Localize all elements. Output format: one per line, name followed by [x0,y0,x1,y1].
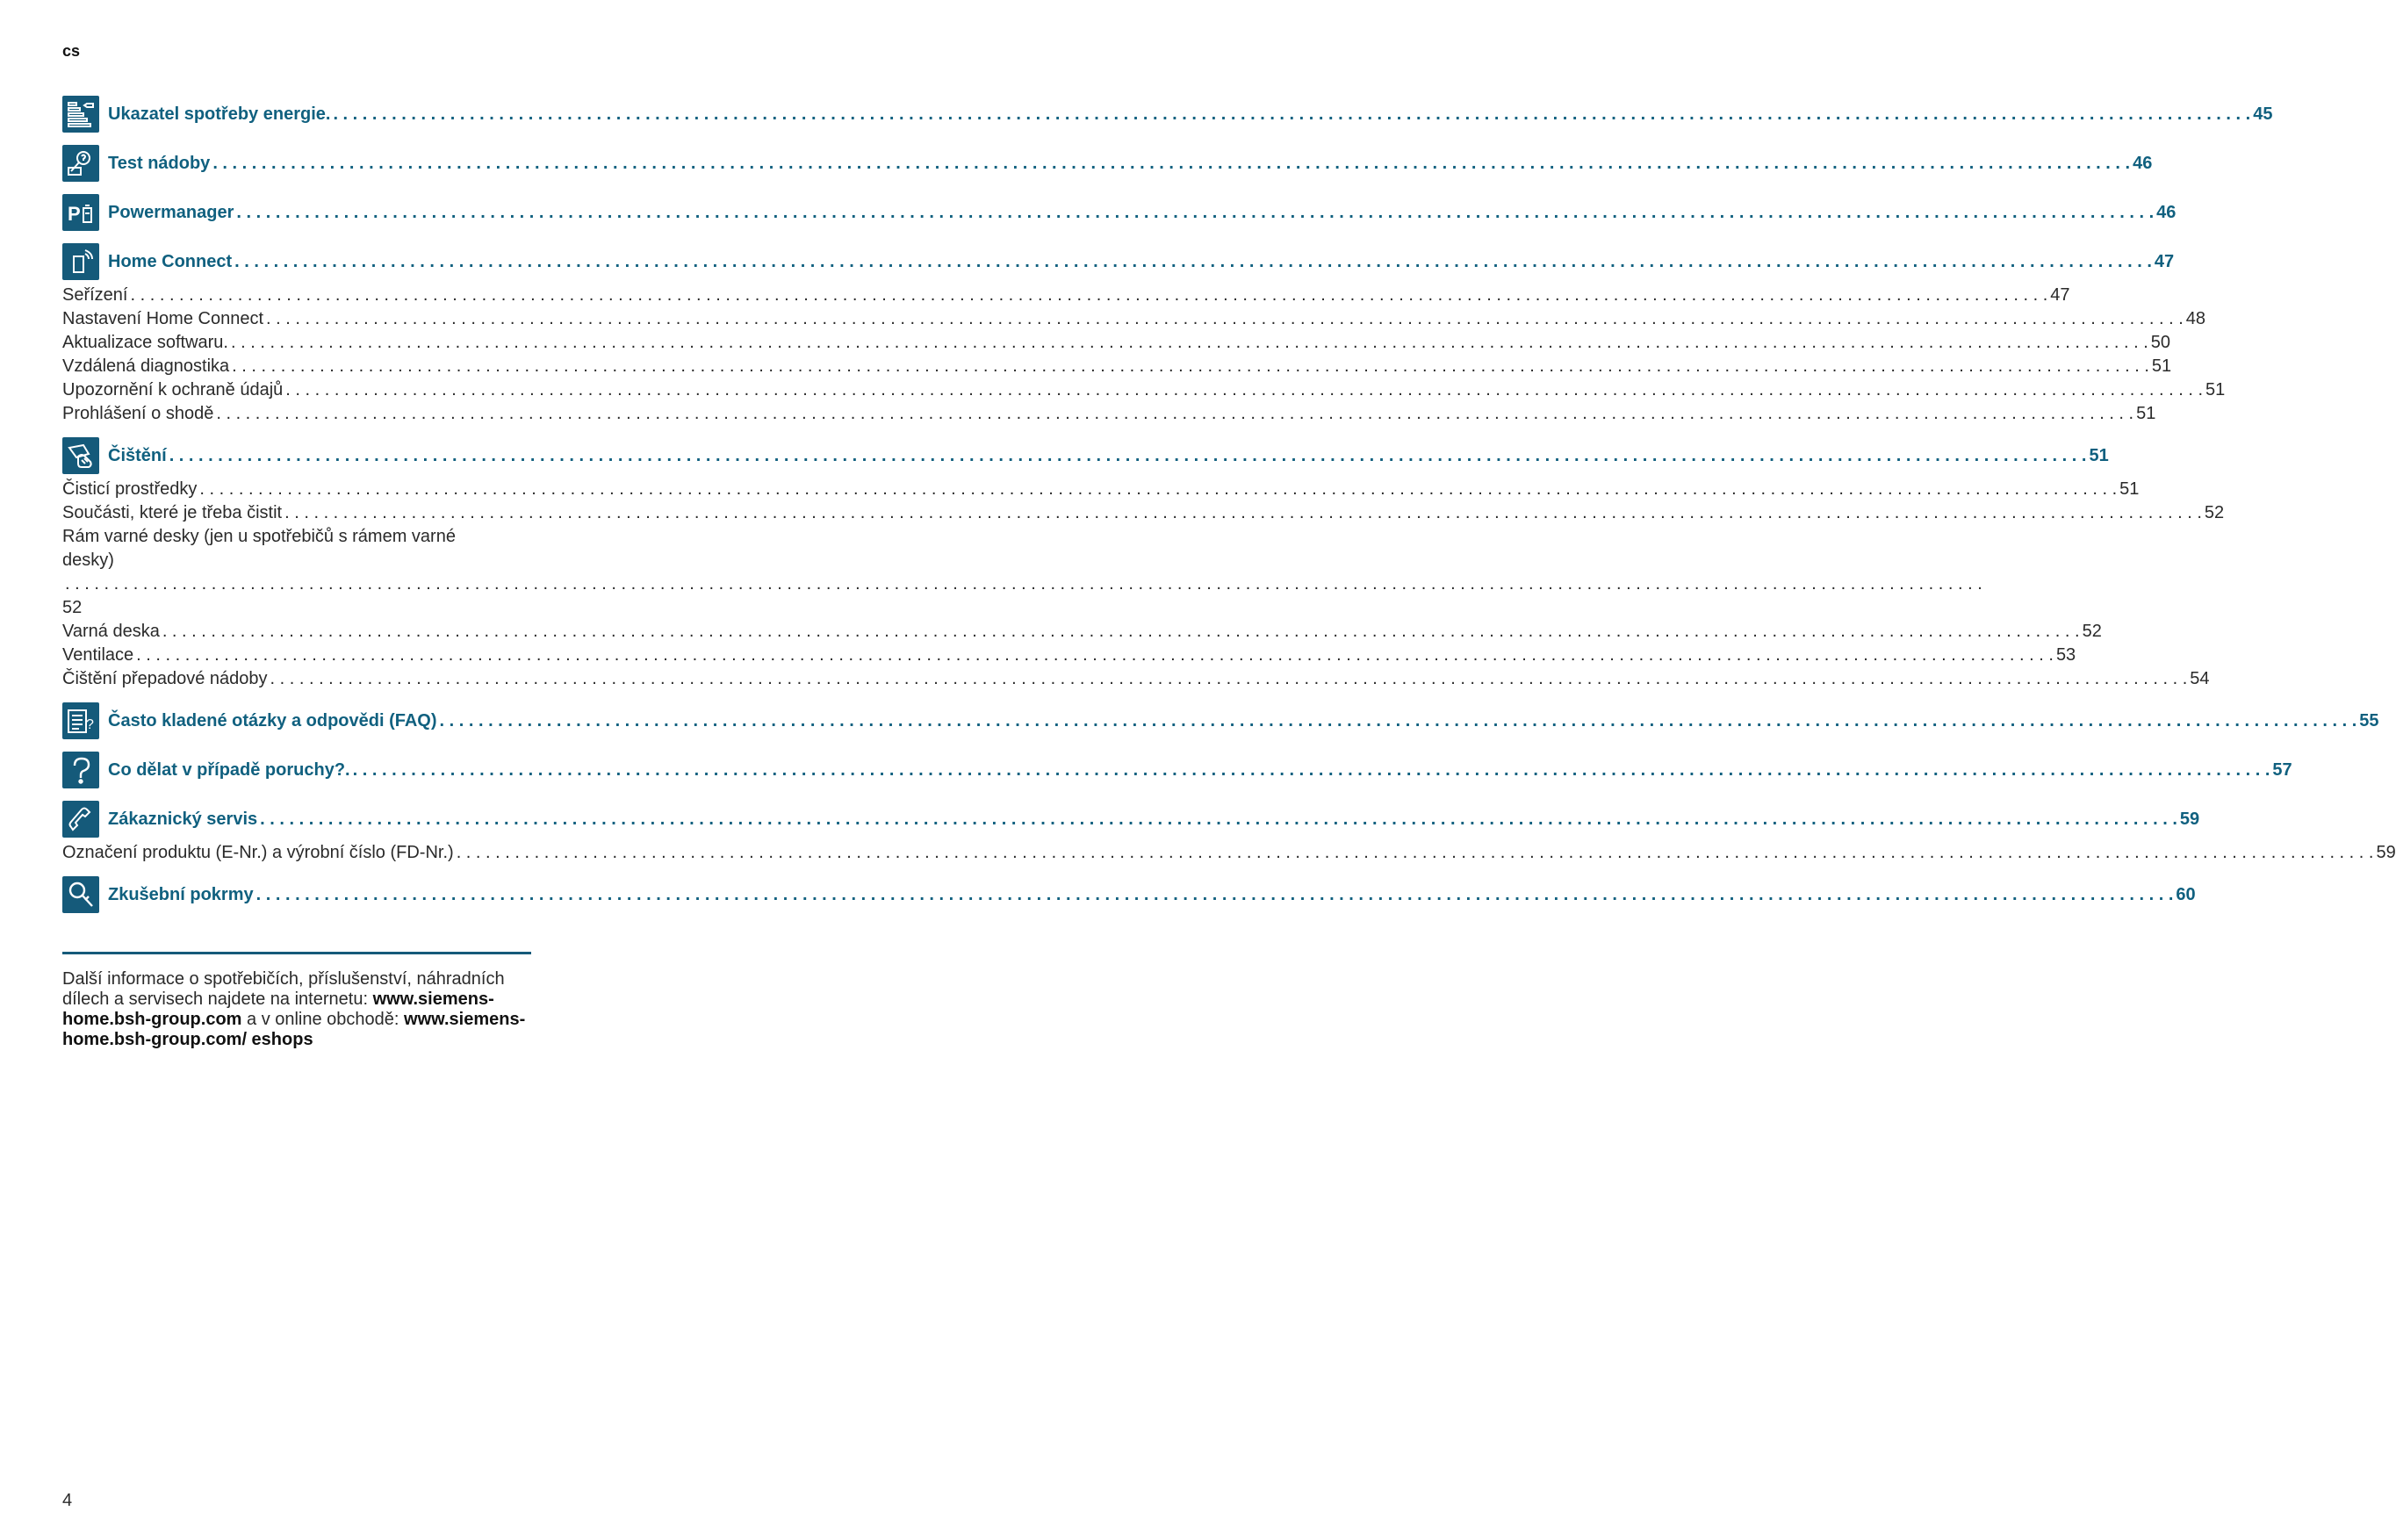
dot-leader [260,810,2177,830]
toc-heading-title: Powermanager [108,202,234,222]
dot-leader [270,667,2188,691]
toc-heading-title: Test nádoby [108,153,211,173]
toc-subitem[interactable]: Varná deska . . . 52 [62,620,531,644]
toc-subitem[interactable]: Ventilace . . . 53 [62,644,531,667]
toc-page: 60 [2176,884,2196,904]
dot-leader [232,355,2149,378]
more-info-paragraph [62,969,531,1050]
dot-leader [130,284,2047,307]
toc-subitem[interactable]: Označení produktu (E-Nr.) a výrobní číslo (FD-Nr.) . . . 59 [62,841,531,865]
toc-heading-title: Home Connect [108,251,233,271]
pan-test-icon [62,145,99,182]
dot-leader [353,760,2270,781]
info-text: a v online obchodě: [241,1010,405,1029]
toc-heading-title: Čištění [108,445,167,465]
toc-page: 45 [2253,104,2273,124]
svg-text:?: ? [86,717,94,732]
toc-subsection-list [62,284,2226,426]
dot-leader [333,104,2250,125]
toc-subitem[interactable]: Čištění přepadové nádoby . . . 54 [62,667,531,691]
toc-heading[interactable] [62,875,2196,914]
toc-heading[interactable] [62,193,2177,232]
toc-subitem[interactable]: Prohlášení o shodě . . . 51 [62,402,531,426]
toc-page: 57 [2272,759,2292,780]
dot-leader [162,620,2080,644]
toc-heading[interactable] [62,95,2273,133]
toc-heading-title: Zkušební pokrmy [108,884,254,904]
page-number: 4 [62,1491,73,1510]
dot-leader [136,644,2054,667]
toc-page: 46 [2133,153,2153,173]
powermanager-icon [62,194,99,231]
dot-leader [284,501,2202,525]
website-link[interactable]: www.siemens-home.bsh-group.com [62,989,494,1029]
cleaning-icon [62,437,99,474]
toc-page: 47 [2154,251,2175,271]
toc-page: 51 [2089,445,2109,465]
toc-heading[interactable] [62,800,2200,838]
dot-leader [440,711,2357,731]
toc-subitem[interactable]: Rám varné desky (jen u spotřebičů s rámem varné desky) . . . 52 [62,525,531,620]
dot-leader [256,885,2174,905]
toc-heading[interactable] [62,436,2109,475]
toc-subitem[interactable]: Součásti, které je třeba čistit . . . 52 [62,501,531,525]
home-connect-icon [62,243,99,280]
toc-heading[interactable] [62,144,2153,183]
table-of-contents [62,95,2396,914]
toc-page: 59 [2179,809,2200,829]
toc-subitem[interactable]: Čisticí prostředky . . . 51 [62,478,531,501]
section-divider [62,952,531,954]
dot-leader [65,572,1982,596]
language-code: cs [62,42,81,60]
dot-leader [212,154,2130,174]
toc-subitem[interactable]: Upozornění k ochraně údajů . . . 51 [62,378,531,402]
toc-page: 55 [2359,710,2379,730]
toc-heading[interactable] [62,702,2379,740]
dot-leader [457,841,2374,865]
toc-page: 46 [2156,202,2177,222]
toc-subsection-list [62,841,2396,865]
faq-icon [62,702,99,739]
phone-icon [62,801,99,838]
toc-subitem[interactable]: Seřízení . . . 47 [62,284,531,307]
dot-leader [236,203,2154,223]
dot-leader [169,446,2087,466]
svg-text:P: P [68,203,81,225]
dot-leader [199,478,2117,501]
toc-heading-title: Co dělat v případě poruchy?. [108,759,350,780]
magnifier-icon [62,876,99,913]
dot-leader [216,402,2133,426]
dot-leader [234,252,2152,272]
toc-heading[interactable] [62,242,2175,281]
toc-subitem[interactable]: Aktualizace softwaru. . . . 50 [62,331,531,355]
dot-leader [285,378,2203,402]
toc-subsection-list [62,478,2225,691]
dot-leader [231,331,2148,355]
eshop-link[interactable]: www.siemens-home.bsh-group.com/ eshops [62,1010,526,1049]
question-mark-icon [62,752,99,788]
toc-subitem[interactable]: Vzdálená diagnostika . . . 51 [62,355,531,378]
toc-subitem[interactable]: Nastavení Home Connect . . . 48 [62,307,531,331]
toc-heading-title: Často kladené otázky a odpovědi (FAQ) [108,710,437,730]
dot-leader [266,307,2184,331]
info-text: Další informace o spotřebičích, příslušenství, náhradních dílech a servisech najdete na internetu: [62,969,505,1009]
toc-heading-title: Zákaznický servis [108,809,258,829]
toc-heading[interactable] [62,751,2292,789]
toc-heading-title: Ukazatel spotřeby energie. [108,104,331,124]
energy-consumption-icon [62,96,99,133]
